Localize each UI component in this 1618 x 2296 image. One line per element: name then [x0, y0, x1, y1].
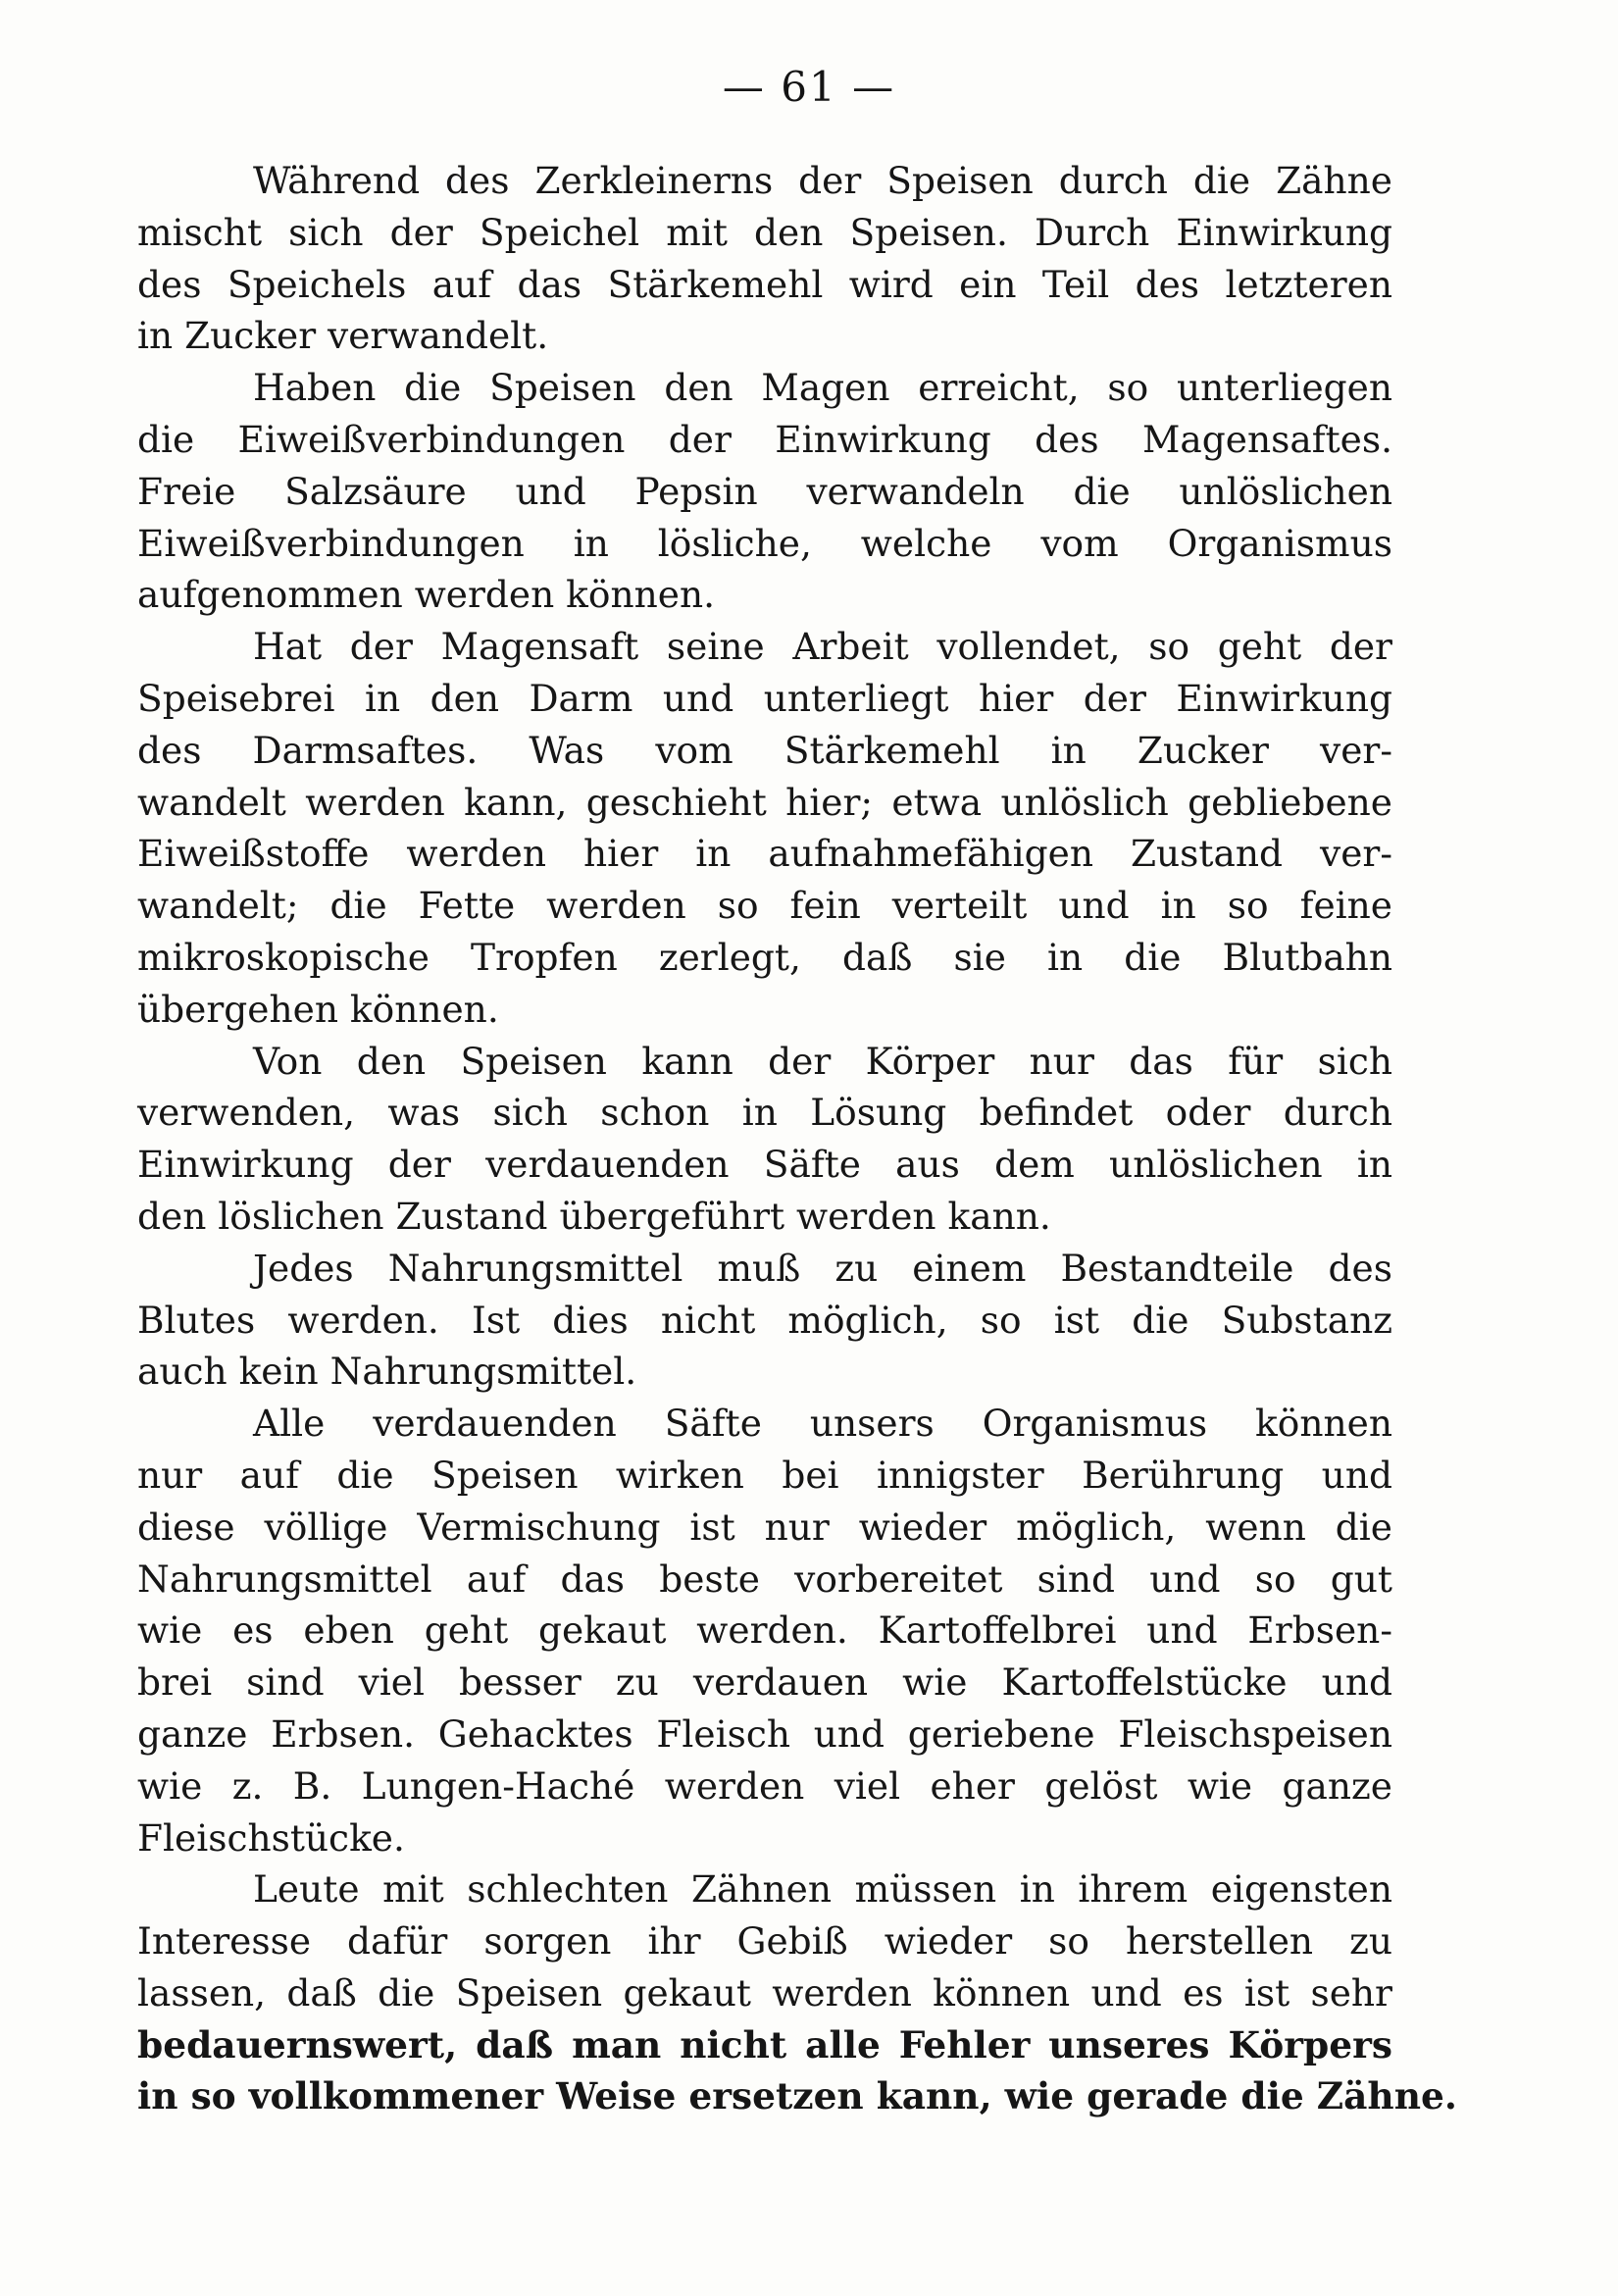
text-line: Von den Speisen kann der Körper nur das für sich	[253, 1039, 1392, 1083]
paragraph-2	[137, 362, 1392, 621]
text-line: wandelt; die Fette werden so fein verteilt und in so feine	[137, 884, 1392, 928]
text-line: auch kein Nahrungsmittel.	[137, 1350, 637, 1394]
paragraph-7	[137, 1863, 1457, 2122]
text-line: ganze Erbsen. Gehacktes Fleisch und geriebene Fleischspeisen	[137, 1711, 1392, 1756]
text-line: den löslichen Zustand übergeführt werden kann.	[137, 1194, 1051, 1238]
body-text	[137, 155, 1457, 2122]
text-line: Eiweißstoffe werden hier in aufnahmefähigen Zustand ver-	[137, 832, 1392, 876]
text-line: wie z. B. Lungen-Haché werden viel eher gelöst wie ganze	[137, 1763, 1392, 1808]
text-line: Interesse dafür sorgen ihr Gebiß wieder so herstellen zu	[137, 1919, 1392, 1964]
text-line: in Zucker verwandelt.	[137, 314, 549, 358]
text-line: die Eiweißverbindungen der Einwirkung des Magensaftes.	[137, 417, 1392, 461]
text-line: in so vollkommener Weise ersetzen kann, wie gerade die Zähne.	[137, 2074, 1457, 2118]
paragraph-4	[137, 1036, 1392, 1243]
text-line: wandelt werden kann, geschieht hier; etwa unlöslich gebliebene	[137, 780, 1392, 824]
text-line: Während des Zerkleinerns der Speisen durch die Zähne	[253, 159, 1392, 202]
text-line: übergehen können.	[137, 987, 499, 1031]
text-line: Nahrungsmittel auf das beste vorbereitet sind und so gut	[137, 1556, 1392, 1601]
text-line: des Darmsaftes. Was vom Stärkemehl in Zucker ver-	[137, 728, 1392, 772]
text-line: Einwirkung der verdauenden Säfte aus dem unlöslichen in	[137, 1143, 1392, 1187]
text-line: verwenden, was sich schon in Lösung befindet oder durch	[137, 1091, 1392, 1135]
text-line: brei sind viel besser zu verdauen wie Kartoffelstücke und	[137, 1660, 1392, 1705]
text-line: Fleischstücke.	[137, 1815, 405, 1860]
text-line: nur auf die Speisen wirken bei innigster Berührung und	[137, 1453, 1392, 1497]
text-line: Freie Salzsäure und Pepsin verwandeln die unlöslichen	[137, 469, 1392, 513]
text-line: mikroskopische Tropfen zerlegt, daß sie in die Blutbahn	[137, 935, 1392, 979]
text-line: Haben die Speisen den Magen erreicht, so unterliegen	[253, 366, 1392, 410]
text-line: lassen, daß die Speisen gekaut werden können und es ist sehr	[137, 1970, 1392, 2015]
text-line: Speisebrei in den Darm und unterliegt hier der Einwirkung	[137, 676, 1392, 720]
page-number: — 61 —	[722, 63, 896, 111]
text-line: Jedes Nahrungsmittel muß zu einem Bestandteile des	[253, 1246, 1392, 1290]
text-line: Alle verdauenden Säfte unsers Organismus können	[253, 1402, 1392, 1446]
text-line: bedauernswert, daß man nicht alle Fehler unseres Körpers	[137, 2022, 1392, 2066]
text-line: mischt sich der Speichel mit den Speisen. Durch Einwirkung	[137, 210, 1392, 254]
text-line: Leute mit schlechten Zähnen müssen in ihrem eigensten	[253, 1867, 1392, 1912]
text-line: Eiweißverbindungen in lösliche, welche vom Organismus	[137, 521, 1392, 565]
paragraph-3	[137, 621, 1392, 1035]
paragraph-5	[137, 1243, 1392, 1398]
text-line: diese völlige Vermischung ist nur wieder möglich, wenn die	[137, 1505, 1392, 1549]
paragraph-1	[137, 155, 1392, 362]
text-line: Hat der Magensaft seine Arbeit vollendet, so geht der	[253, 625, 1392, 669]
text-line: Blutes werden. Ist dies nicht möglich, so ist die Substanz	[137, 1298, 1392, 1342]
paragraph-6	[137, 1398, 1392, 1863]
text-line: aufgenommen werden können.	[137, 573, 716, 617]
text-line: wie es eben geht gekaut werden. Kartoffelbrei und Erbsen-	[137, 1608, 1392, 1653]
text-line: des Speichels auf das Stärkemehl wird ein Teil des letzteren	[137, 262, 1392, 306]
